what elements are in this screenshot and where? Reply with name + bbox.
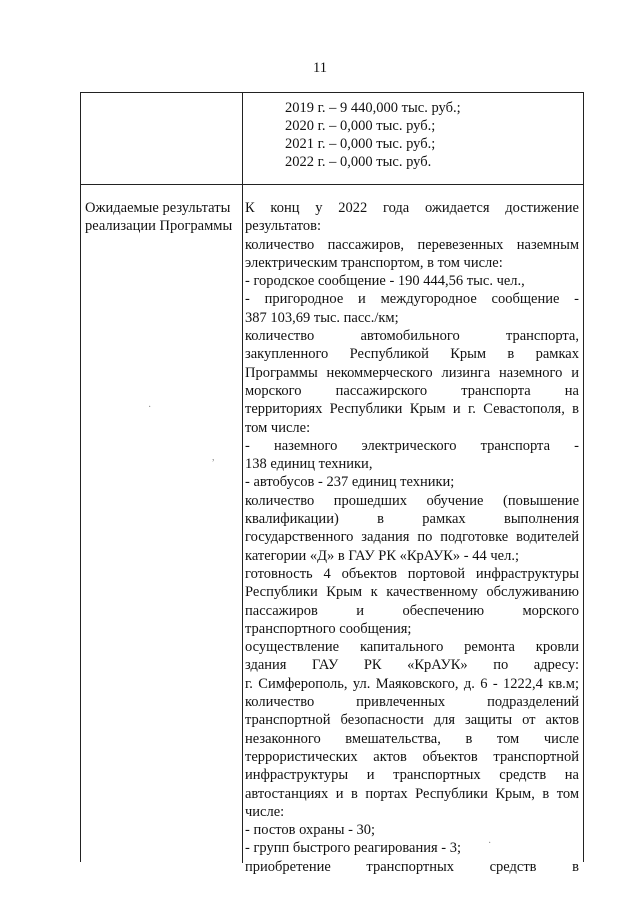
result-line: закупленного Республикой Крым в рамках — [245, 346, 579, 363]
scan-speck: · — [148, 402, 152, 413]
result-line: результатов: — [245, 218, 322, 235]
result-line: Программы некоммерческого лизинга наземного и — [245, 364, 579, 381]
result-line: - постов охраны - 30; — [245, 822, 376, 839]
result-line: инфраструктуры и транспортных средств на — [245, 767, 579, 784]
results-label-line: Ожидаемые результаты — [85, 200, 231, 216]
result-line: квалификации) в рамках выполнения — [245, 511, 579, 528]
results-label-line: реализации Программы — [85, 218, 233, 234]
result-line: К конц у 2022 года ожидается достижение — [245, 200, 579, 216]
result-line: транспортной безопасности для защиты от актов — [245, 712, 579, 729]
result-line: 138 единиц техники, — [245, 456, 373, 473]
scan-speck: · — [488, 838, 492, 849]
column-divider — [242, 93, 243, 863]
program-table — [80, 92, 584, 875]
scan-speck: , — [212, 452, 215, 463]
result-line: государственного задания по подготовке водителей — [245, 529, 579, 546]
result-line: г. Симферополь, ул. Маяковского, д. 6 - 1222,4 кв.м; — [245, 675, 579, 692]
result-line: 387 103,69 тыс. пасс./км; — [245, 309, 399, 326]
result-line: автостанциях и в портах Республики Крым, в том — [245, 785, 579, 802]
result-line: морского пассажирского транспорта на — [245, 382, 579, 399]
result-line: - пригородное и междугородное сообщение - — [245, 291, 579, 308]
result-line: осуществление капитального ремонта кровли — [245, 639, 579, 656]
results-cell — [245, 199, 579, 876]
funding-line: 2022 г. – 0,000 тыс. руб. — [285, 154, 432, 170]
result-line: числе: — [245, 803, 285, 820]
result-line: количество прошедших обучение (повышение — [245, 492, 579, 509]
result-line: категории «Д» в ГАУ РК «КрАУК» - 44 чел.; — [245, 547, 520, 564]
result-line: незаконного вмешательства, в том числе — [245, 730, 579, 747]
page-number: 11 — [313, 60, 327, 76]
result-line: - групп быстрого реагирования - 3; — [245, 840, 462, 857]
result-line: - городское сообщение - 190 444,56 тыс. чел., — [245, 273, 525, 290]
result-line: количество пассажиров, перевезенных наземным — [245, 236, 579, 253]
result-line: приобретение транспортных средств в — [245, 858, 579, 875]
row-divider — [81, 184, 583, 185]
result-line: Республики Крым к качественному обслуживанию — [245, 584, 579, 601]
result-line: пассажиров и обеспечению морского — [245, 602, 579, 619]
result-line: территориях Республики Крым и г. Севастополя, в — [245, 401, 579, 418]
funding-cell — [285, 99, 461, 171]
funding-line: 2021 г. – 0,000 тыс. руб.; — [285, 136, 436, 152]
result-line: том числе: — [245, 419, 311, 436]
result-line: террористических актов объектов транспортной — [245, 748, 579, 765]
result-line: электрическим транспортом, в том числе: — [245, 254, 503, 271]
result-line: транспортного сообщения; — [245, 620, 412, 637]
result-line: количество привлеченных подразделений — [245, 694, 579, 711]
result-line: здания ГАУ РК «КрАУК» по адресу: — [245, 657, 579, 674]
funding-line: 2019 г. – 9 440,000 тыс. руб.; — [285, 100, 461, 116]
result-line: - автобусов - 237 единиц техники; — [245, 474, 455, 491]
result-line: количество автомобильного транспорта, — [245, 328, 579, 345]
funding-line: 2020 г. – 0,000 тыс. руб.; — [285, 118, 436, 134]
result-line: - наземного электрического транспорта - — [245, 437, 579, 454]
results-label-cell — [85, 199, 241, 235]
result-line: готовность 4 объектов портовой инфраструктуры — [245, 565, 579, 582]
